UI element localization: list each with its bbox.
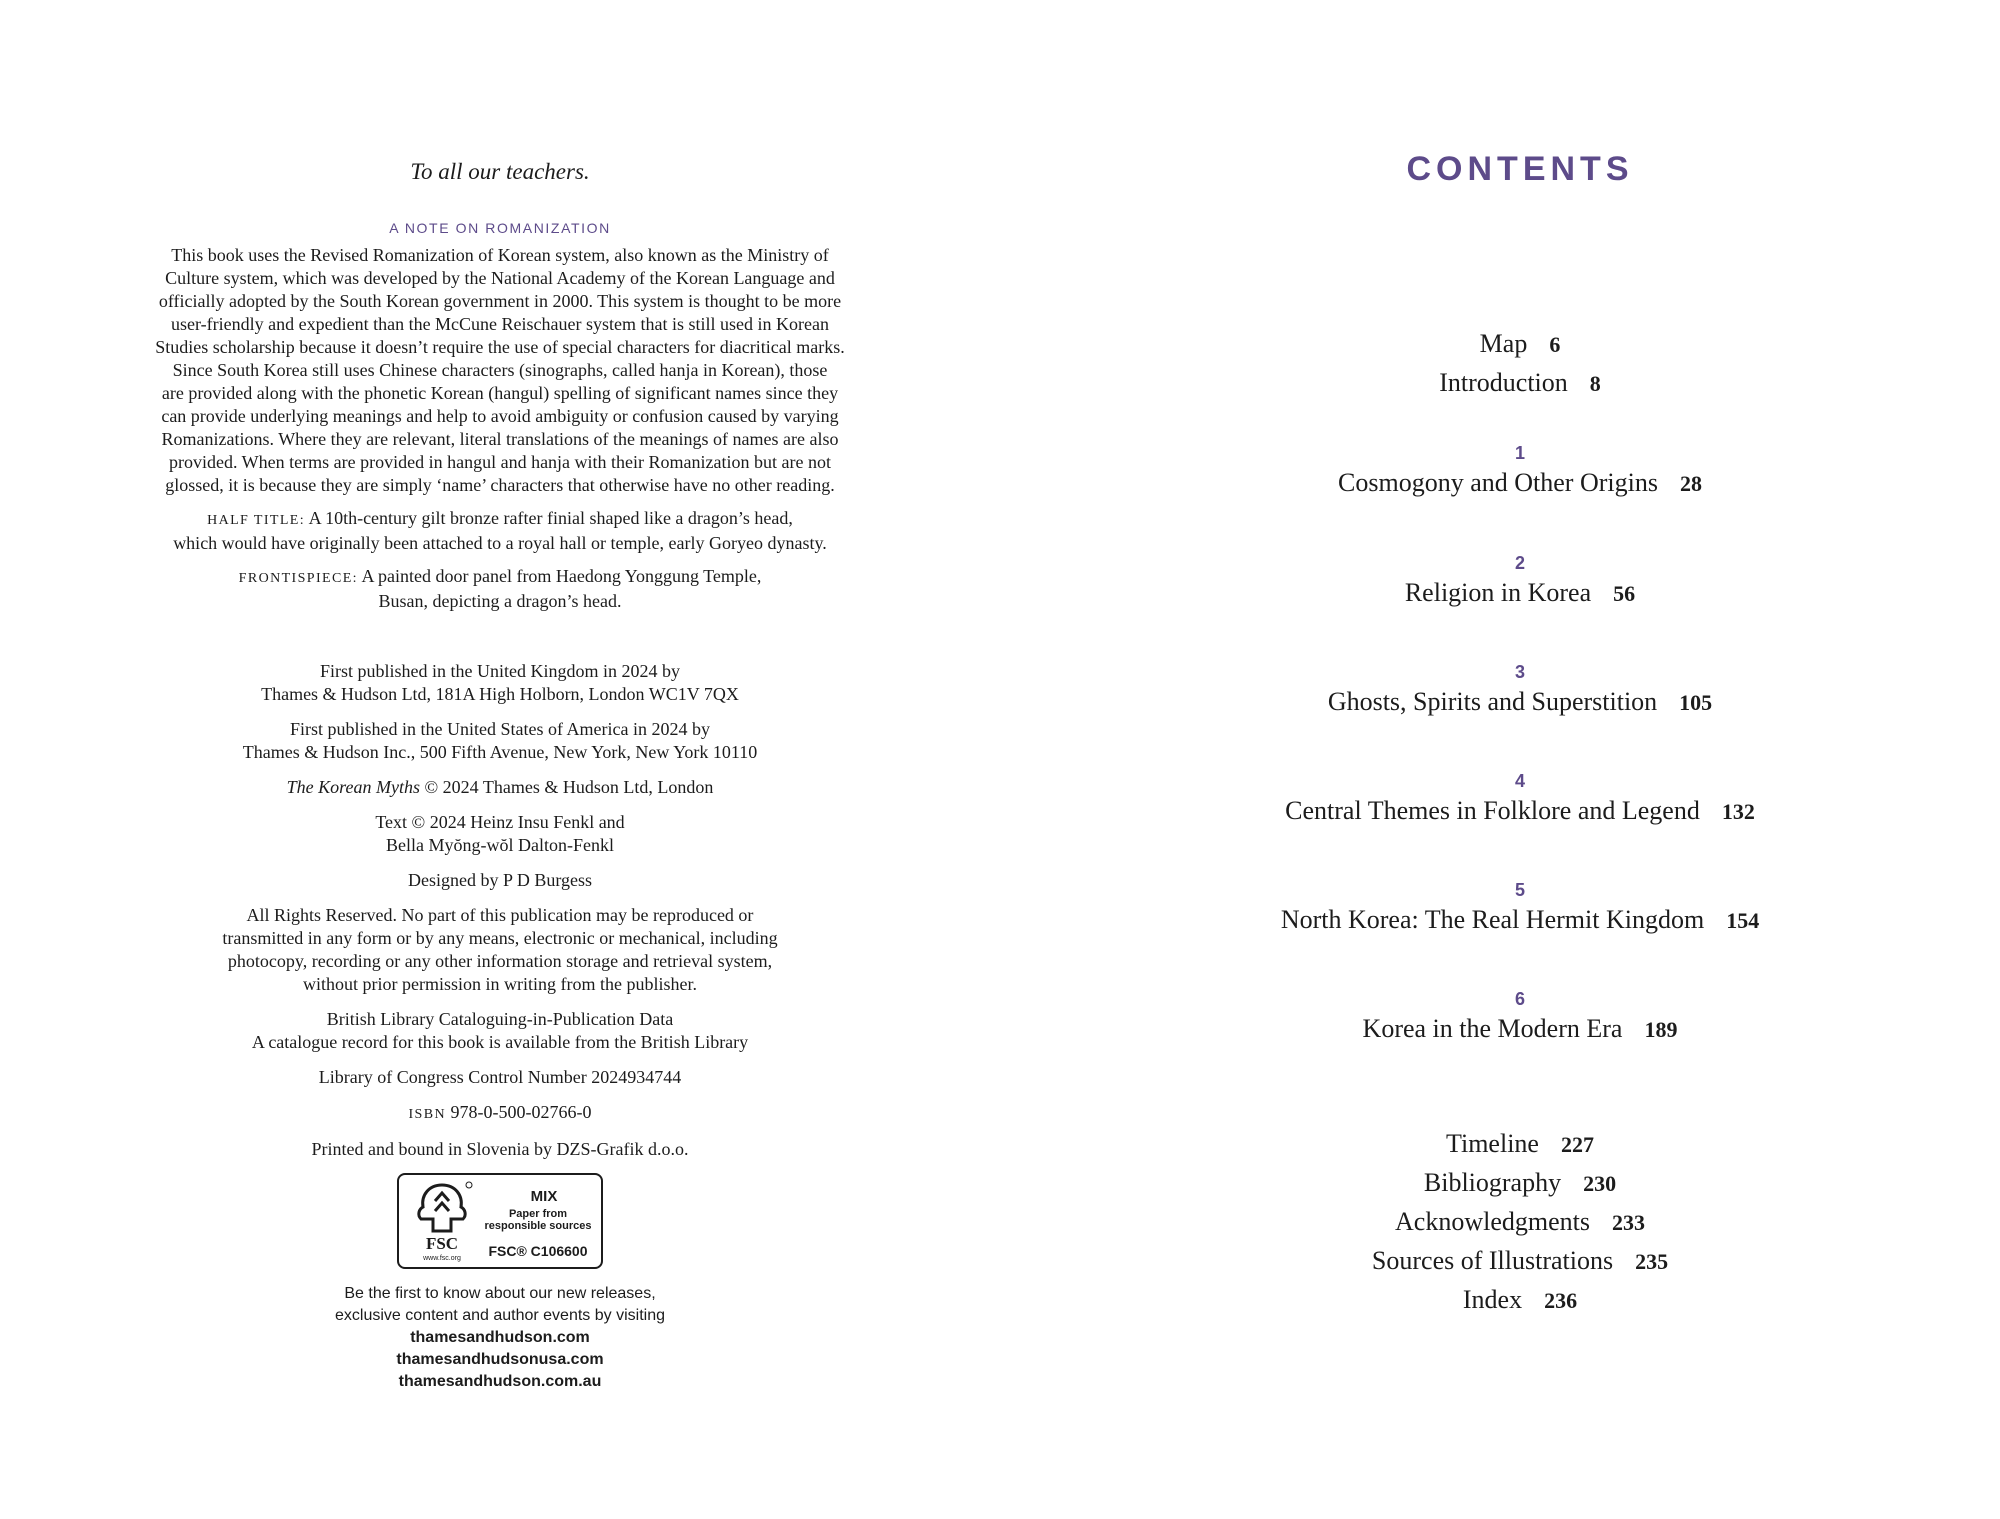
bl-line: A catalogue record for this book is available from the British Library bbox=[251, 1032, 749, 1052]
rights-line: All Rights Reserved. No part of this publication may be reproduced or bbox=[246, 905, 754, 925]
note-line: Culture system, which was developed by the National Academy of the Korean Language and bbox=[165, 268, 835, 288]
half-title-caption bbox=[140, 507, 860, 555]
promo-line: Be the first to know about our new releases, bbox=[344, 1285, 656, 1302]
site-link[interactable]: thamesandhudsonusa.com bbox=[396, 1351, 604, 1368]
text-line: Text © 2024 Heinz Insu Fenkl and bbox=[375, 812, 625, 832]
rights-line: photocopy, recording or any other information storage and retrieval system, bbox=[227, 951, 773, 971]
fsc-paper-line: Paper from bbox=[508, 1208, 568, 1220]
imprint-page bbox=[120, 160, 880, 1393]
fsc-paper-line: responsible sources bbox=[484, 1220, 592, 1232]
toc-title: Sources of Illustrations bbox=[1371, 1246, 1614, 1275]
isbn-line bbox=[120, 1101, 880, 1126]
frontispiece-caption bbox=[140, 565, 860, 613]
bl-line: British Library Cataloguing-in-Publication Data bbox=[326, 1009, 674, 1029]
caption-line: Busan, depicting a dragon’s head. bbox=[378, 591, 622, 611]
toc-page: 132 bbox=[1721, 799, 1755, 824]
isbn-label: ISBN bbox=[408, 1107, 446, 1122]
toc-entry-map[interactable] bbox=[1180, 325, 1860, 364]
contents-page bbox=[1180, 150, 1860, 1314]
toc-entry-introduction[interactable] bbox=[1180, 364, 1860, 403]
note-line: can provide underlying meanings and help to avoid ambiguity or confusion caused by varying bbox=[161, 406, 839, 426]
toc-title: Bibliography bbox=[1423, 1168, 1562, 1197]
toc-title: Index bbox=[1462, 1285, 1523, 1314]
copyright-line bbox=[120, 776, 880, 799]
printer-credit: Printed and bound in Slovenia by DZS-Grafik d.o.o. bbox=[311, 1139, 689, 1159]
fsc-label bbox=[397, 1173, 603, 1269]
chapter-2 bbox=[1180, 552, 1860, 613]
promo-line: exclusive content and author events by visiting bbox=[335, 1307, 665, 1324]
toc-entry-timeline[interactable] bbox=[1180, 1125, 1860, 1164]
caption-line: which would have originally been attached to a royal hall or temple, early Goryeo dynasty. bbox=[173, 533, 827, 553]
half-title-label: HALF TITLE: bbox=[207, 513, 306, 528]
toc-page: 235 bbox=[1635, 1249, 1669, 1274]
toc-entry-chapter-3[interactable] bbox=[1180, 683, 1860, 722]
toc-page: 105 bbox=[1679, 690, 1713, 715]
chapter-number: 5 bbox=[1514, 880, 1525, 900]
toc-page: 227 bbox=[1560, 1132, 1594, 1157]
toc-entry-chapter-2[interactable] bbox=[1180, 574, 1860, 613]
chapter-4 bbox=[1180, 770, 1860, 831]
book-title: The Korean Myths bbox=[286, 777, 420, 797]
fsc-url: www.fsc.org bbox=[423, 1255, 461, 1262]
site-link[interactable]: thamesandhudson.com.au bbox=[398, 1373, 602, 1390]
uk-line: Thames & Hudson Ltd, 181A High Holborn, London WC1V 7QX bbox=[261, 684, 739, 704]
front-matter-list bbox=[1180, 325, 1860, 403]
copyright-rest: © 2024 Thames & Hudson Ltd, London bbox=[420, 777, 714, 797]
toc-title: Central Themes in Folklore and Legend bbox=[1285, 796, 1700, 825]
rights-line: without prior permission in writing from the publisher. bbox=[303, 974, 697, 994]
chapter-6 bbox=[1180, 988, 1860, 1049]
dedication: To all our teachers. bbox=[410, 159, 590, 184]
note-line: are provided along with the phonetic Korean (hangul) spelling of significant names since they bbox=[161, 383, 839, 403]
toc-title: Introduction bbox=[1439, 368, 1568, 397]
fsc-mix: MIX bbox=[530, 1188, 558, 1205]
text-copyright bbox=[120, 811, 880, 857]
toc-entry-chapter-4[interactable] bbox=[1180, 792, 1860, 831]
note-line: This book uses the Revised Romanization of Korean system, also known as the Ministry of bbox=[171, 245, 829, 265]
designer-credit: Designed by P D Burgess bbox=[408, 870, 592, 890]
toc-title: Ghosts, Spirits and Superstition bbox=[1327, 687, 1658, 716]
us-line: Thames & Hudson Inc., 500 Fifth Avenue, New York, New York 10110 bbox=[242, 742, 758, 762]
publication-details bbox=[120, 660, 880, 1161]
chapter-number: 4 bbox=[1514, 771, 1525, 791]
back-matter-list bbox=[1180, 1125, 1860, 1320]
promo-block bbox=[120, 1283, 880, 1393]
loc-number: Library of Congress Control Number 2024934744 bbox=[318, 1067, 682, 1087]
toc-entry-chapter-5[interactable] bbox=[1180, 901, 1860, 940]
toc-page: 6 bbox=[1549, 332, 1561, 357]
note-line: officially adopted by the South Korean government in 2000. This system is thought to be more bbox=[158, 291, 842, 311]
toc-page: 28 bbox=[1679, 471, 1702, 496]
caption-line: A painted door panel from Haedong Yonggung Temple, bbox=[361, 566, 762, 586]
toc-title: Korea in the Modern Era bbox=[1362, 1014, 1623, 1043]
chapter-3 bbox=[1180, 661, 1860, 722]
isbn-value: 978-0-500-02766-0 bbox=[446, 1102, 592, 1122]
caption-line: A 10th-century gilt bronze rafter finial shaped like a dragon’s head, bbox=[308, 508, 793, 528]
fsc-tree-icon bbox=[407, 1179, 477, 1263]
rights-line: transmitted in any form or by any means, electronic or mechanical, including bbox=[222, 928, 778, 948]
toc-page: 236 bbox=[1544, 1288, 1578, 1313]
toc-entry-index[interactable] bbox=[1180, 1281, 1860, 1320]
toc-entry-sources[interactable] bbox=[1180, 1242, 1860, 1281]
note-line: user-friendly and expedient than the McCune Reischauer system that is still used in Korean bbox=[171, 314, 829, 334]
toc-page: 56 bbox=[1613, 581, 1636, 606]
toc-entry-bibliography[interactable] bbox=[1180, 1164, 1860, 1203]
us-publisher bbox=[120, 718, 880, 764]
toc-title: Cosmogony and Other Origins bbox=[1338, 468, 1658, 497]
toc-title: Timeline bbox=[1446, 1129, 1539, 1158]
uk-line: First published in the United Kingdom in 2024 by bbox=[320, 661, 680, 681]
rights-statement bbox=[120, 904, 880, 996]
toc-entry-chapter-6[interactable] bbox=[1180, 1010, 1860, 1049]
uk-publisher bbox=[120, 660, 880, 706]
fsc-code: FSC® C106600 bbox=[488, 1243, 588, 1259]
note-line: Since South Korea still uses Chinese characters (sinographs, called hanja in Korean), those bbox=[172, 360, 828, 380]
toc-page: 8 bbox=[1589, 371, 1601, 396]
chapter-number: 6 bbox=[1514, 989, 1525, 1009]
note-line: glossed, it is because they are simply ‘name’ characters that otherwise have no other reading. bbox=[165, 475, 835, 495]
note-line: provided. When terms are provided in hangul and hanja with their Romanization but are not bbox=[169, 452, 831, 472]
toc-entry-acknowledgments[interactable] bbox=[1180, 1203, 1860, 1242]
british-library-note bbox=[120, 1008, 880, 1054]
frontispiece-label: FRONTISPIECE: bbox=[238, 571, 358, 586]
note-line: Studies scholarship because it doesn’t require the use of special characters for diacritical marks. bbox=[155, 337, 845, 357]
toc-title: Religion in Korea bbox=[1404, 578, 1592, 607]
romanization-note bbox=[120, 244, 880, 497]
toc-title: Map bbox=[1479, 329, 1528, 358]
toc-page: 230 bbox=[1583, 1171, 1617, 1196]
us-line: First published in the United States of America in 2024 by bbox=[290, 719, 710, 739]
chapter-number: 1 bbox=[1514, 443, 1525, 463]
contents-title: CONTENTS bbox=[1406, 150, 1634, 188]
note-line: Romanizations. Where they are relevant, literal translations of the meanings of names are also bbox=[161, 429, 839, 449]
chapter-number: 3 bbox=[1514, 662, 1525, 682]
note-heading: A NOTE ON ROMANIZATION bbox=[389, 220, 611, 236]
toc-title: Acknowledgments bbox=[1395, 1207, 1590, 1236]
toc-page: 154 bbox=[1726, 908, 1760, 933]
text-line: Bella Myŏng-wŏl Dalton-Fenkl bbox=[386, 835, 614, 855]
toc-title: North Korea: The Real Hermit Kingdom bbox=[1280, 905, 1705, 934]
site-link[interactable]: thamesandhudson.com bbox=[410, 1329, 590, 1346]
toc-page: 189 bbox=[1644, 1017, 1678, 1042]
toc-entry-chapter-1[interactable] bbox=[1180, 464, 1860, 503]
fsc-logo-text: FSC bbox=[425, 1234, 459, 1253]
chapter-number: 2 bbox=[1514, 553, 1525, 573]
chapter-1 bbox=[1180, 442, 1860, 503]
chapter-5 bbox=[1180, 879, 1860, 940]
toc-page: 233 bbox=[1611, 1210, 1645, 1235]
fsc-paper bbox=[479, 1208, 597, 1232]
